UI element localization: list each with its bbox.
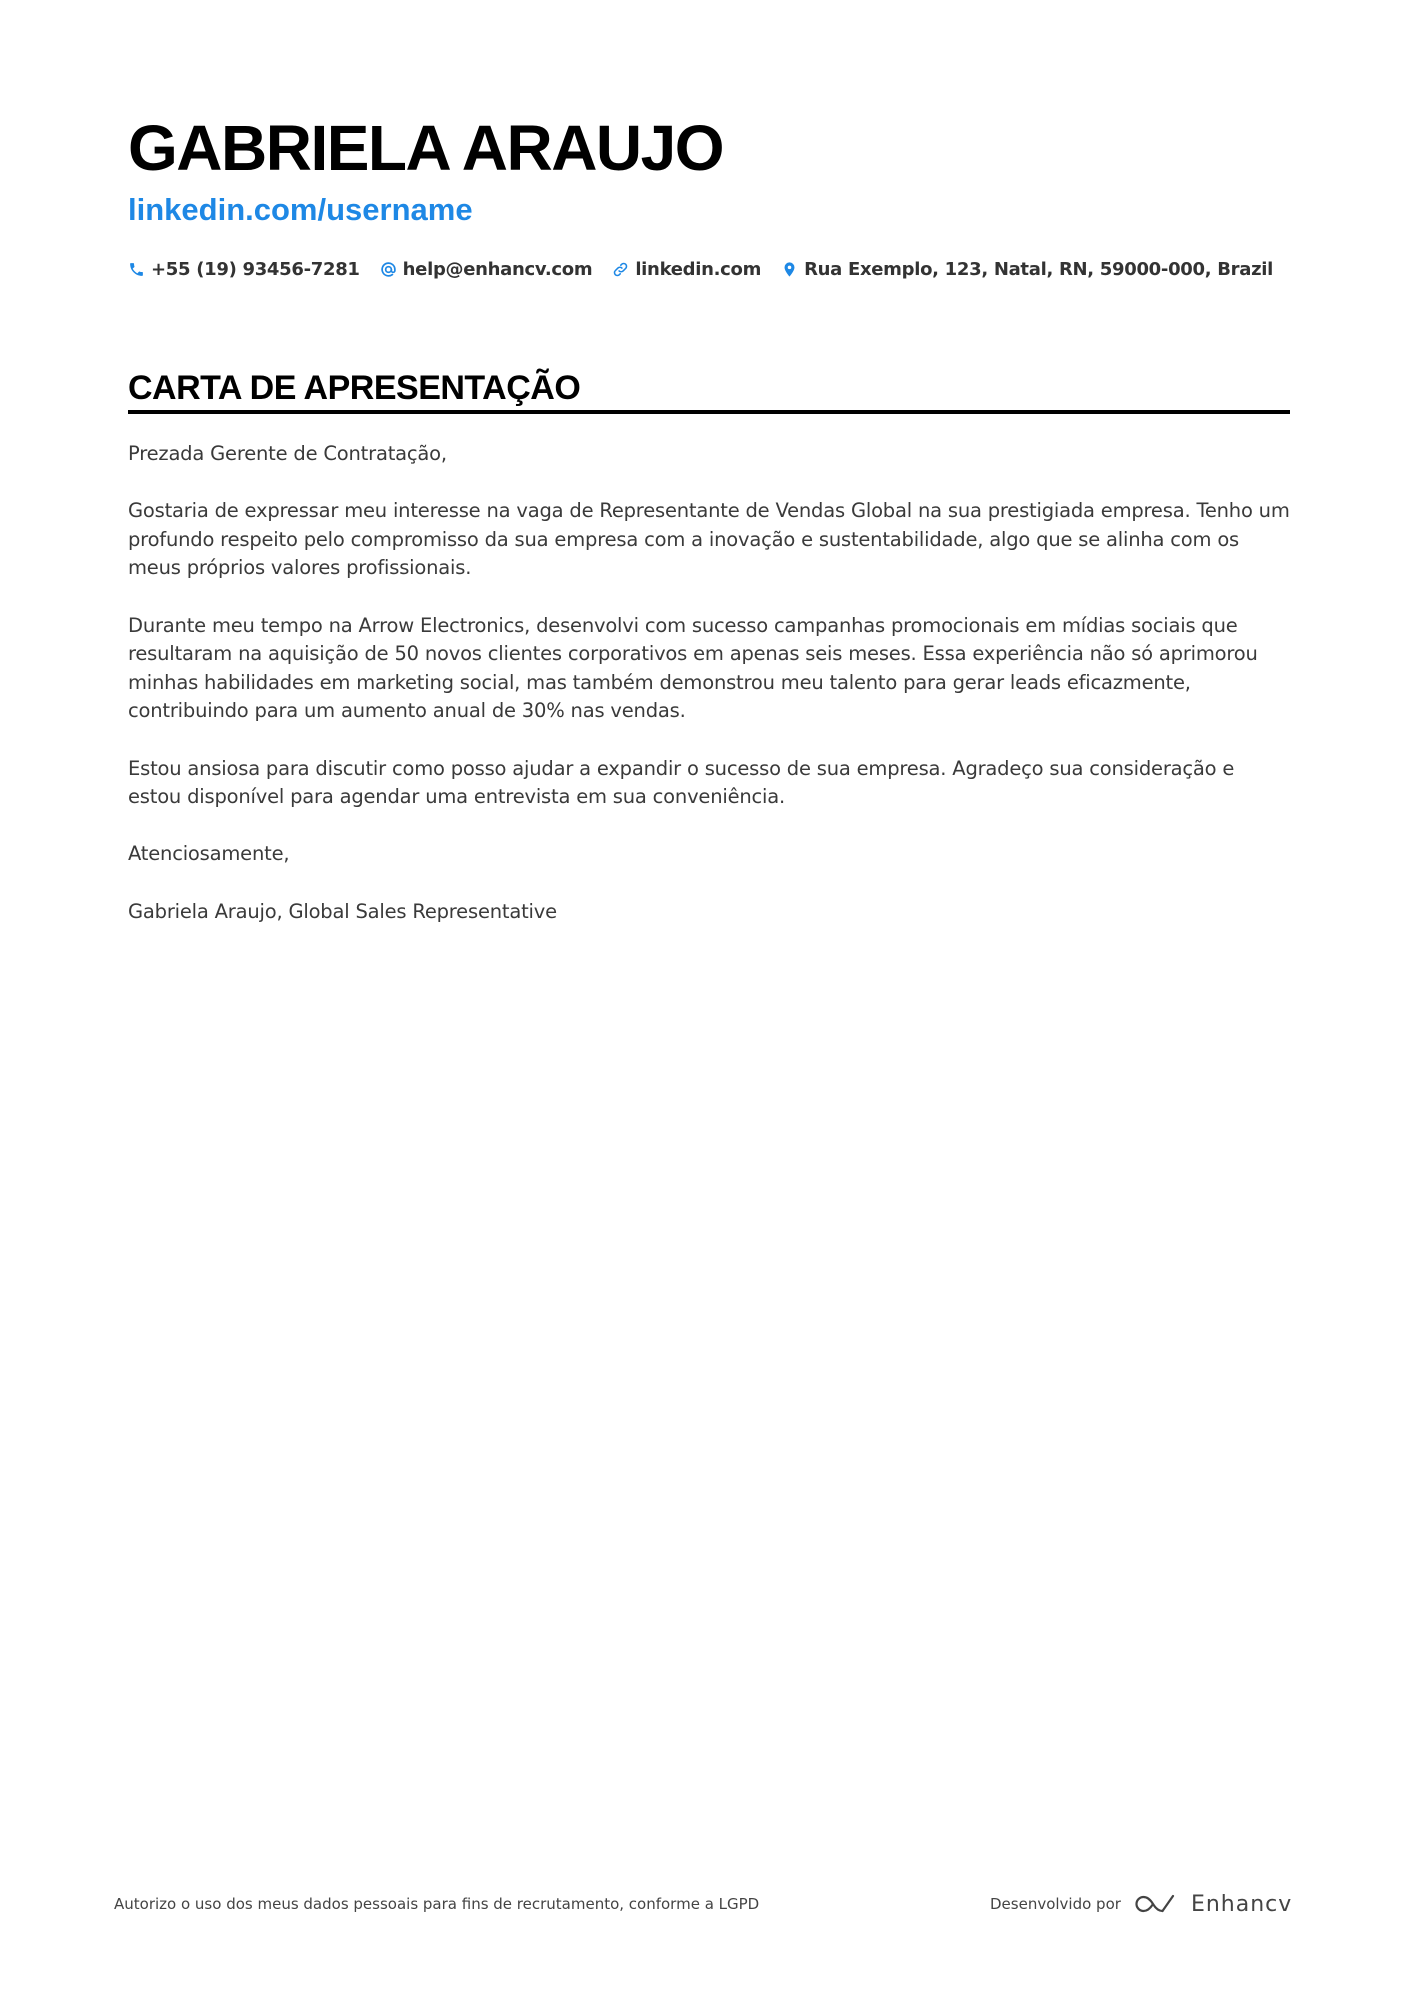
candidate-name: GABRIELA ARAUJO (128, 112, 723, 184)
location-text: Rua Exemplo, 123, Natal, RN, 59000-000, Brazil (804, 258, 1274, 280)
contact-email[interactable] (380, 259, 593, 280)
letter-signature: Gabriela Araujo, Global Sales Representative (128, 899, 557, 923)
letter-paragraph: Estou ansiosa para discutir como posso ajudar a expandir o sucesso de sua empresa. Agradeço sua consideração e estou disponível para agendar uma entrevista em sua conveniência. (128, 756, 1235, 809)
link-icon (612, 261, 629, 278)
brand-name: Enhancv (1190, 1891, 1293, 1917)
consent-note: Autorizo o uso dos meus dados pessoais para fins de recrutamento, conforme a LGPD (114, 1895, 760, 1913)
location-pin-icon (781, 261, 798, 278)
letter-body (128, 440, 1290, 955)
contact-location (781, 259, 1273, 280)
powered-by-label: Desenvolvido por (990, 1895, 1121, 1913)
email-text: help@enhancv.com (402, 258, 593, 280)
link-text: linkedin.com (635, 258, 762, 280)
letter-closing: Atenciosamente, (128, 842, 290, 866)
phone-icon (128, 261, 145, 278)
contact-phone[interactable] (128, 259, 360, 280)
headline-link[interactable]: linkedin.com/username (128, 192, 473, 227)
letter-paragraph: Gostaria de expressar meu interesse na vaga de Representante de Vendas Global na sua prestigiada empresa. Tenho um profundo respeito pelo compromisso da sua empresa com a inovação e sustentabilidade, algo que se alinha com os meus próprios valores profissionais. (128, 499, 1290, 580)
contact-bar (128, 254, 1273, 284)
phone-text: +55 (19) 93456-7281 (151, 258, 360, 280)
powered-by[interactable] (990, 1888, 1292, 1920)
section-divider (128, 410, 1290, 414)
letter-paragraph: Durante meu tempo na Arrow Electronics, desenvolvi com sucesso campanhas promocionais em mídias sociais que resultaram na aquisição de 50 novos clientes corporativos em apenas seis meses. Essa experiência não só aprimorou minhas habilidades em marketing social, mas também demonstrou meu talento para gerar leads eficazmente, contribuindo para um aumento anual de 30% nas vendas. (128, 613, 1258, 723)
enhancv-logo-icon (1133, 1891, 1179, 1917)
at-icon (380, 261, 397, 278)
contact-link[interactable] (612, 259, 761, 280)
letter-salutation: Prezada Gerente de Contratação, (128, 442, 447, 465)
section-title: CARTA DE APRESENTAÇÃO (128, 369, 581, 407)
